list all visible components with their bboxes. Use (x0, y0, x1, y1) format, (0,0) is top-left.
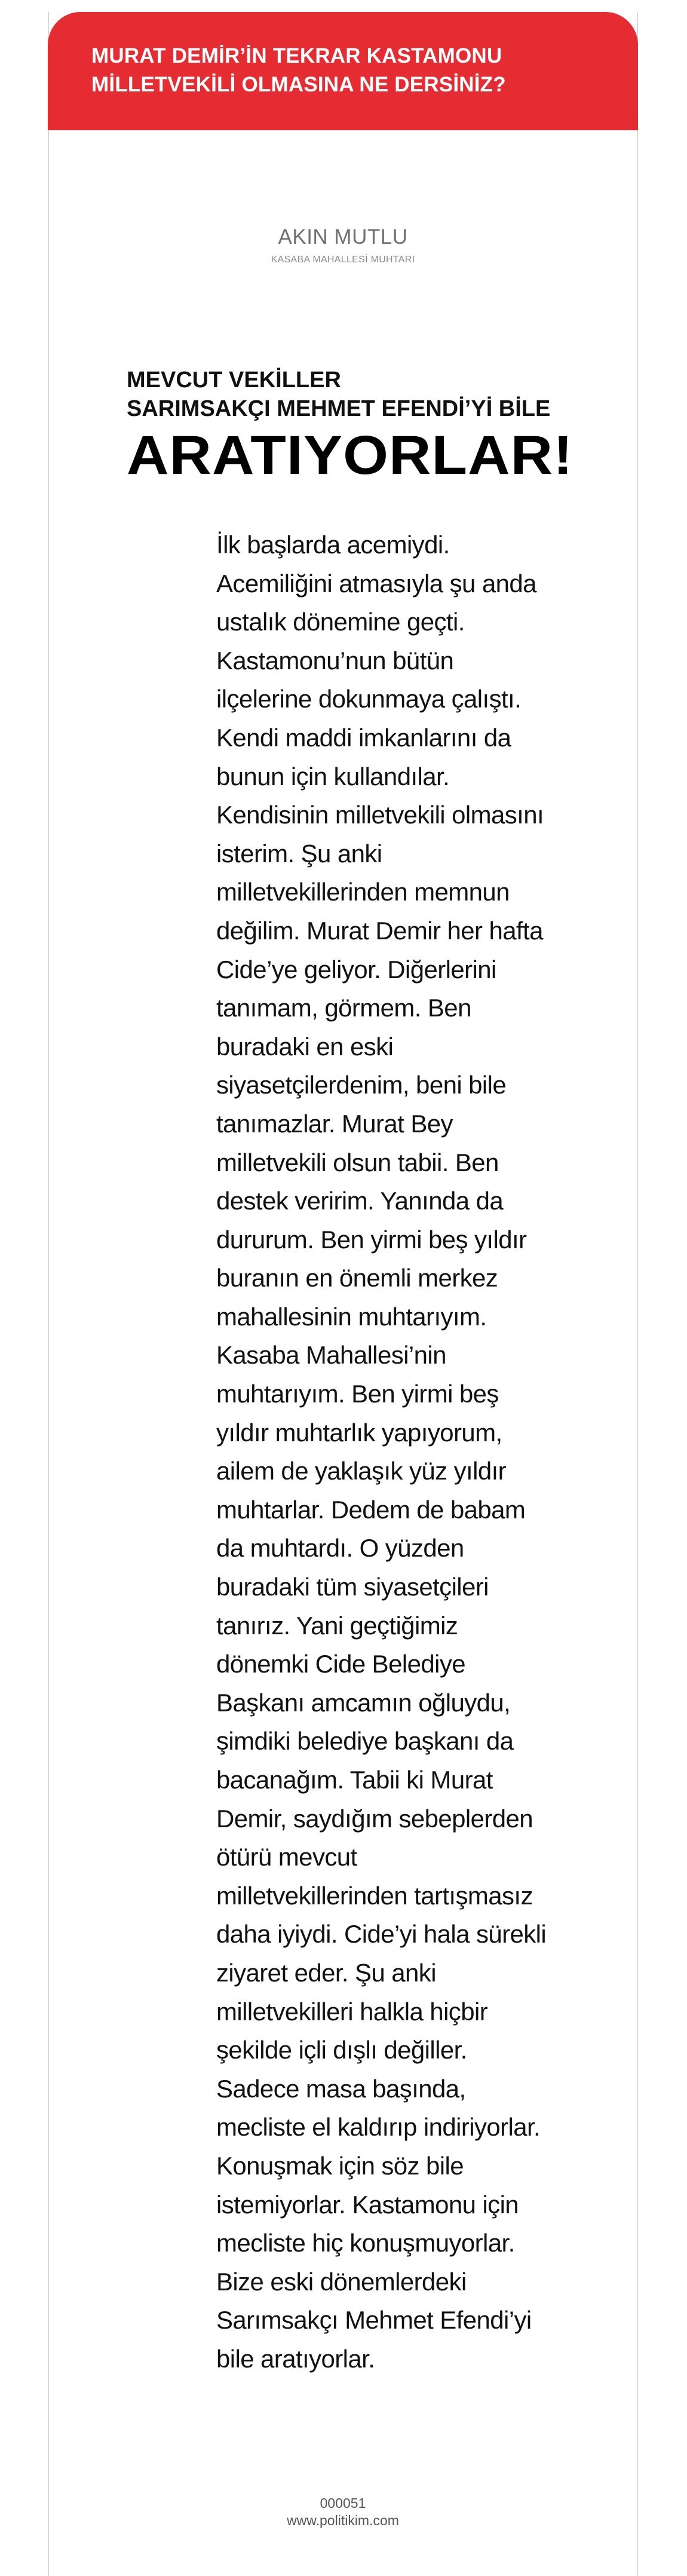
page-footer (48, 2495, 638, 2529)
headline (127, 366, 581, 485)
author-name: AKIN MUTLU (278, 225, 408, 249)
author-title: KASABA MAHALLESİ MUHTARI (271, 255, 415, 265)
headline-emphasis: ARATIYORLAR! (127, 425, 573, 486)
interview-body: İlk başlarda acemiydi. Acemiliğini atmasıyla şu anda ustalık dönemine geçti. Kastamonu’nun bütün ilçelerine dokunmaya çalıştı. Kendi maddi imkanlarını da bunun için kullandılar. Kendisinin milletvekili olmasını isterim. Şu anki milletvekillerinden memnun değilim. Murat Demir her hafta Cide’ye geliyor. Diğerlerini tanımam, görmem. Ben buradaki en eski siyasetçilerdenim, beni bile tanımazlar. Murat Bey milletvekili olsun tabii. Ben destek veririm. Yanında da dururum. Ben yirmi beş yıldır buranın en önemli merkez mahallesinin muhtarıyım. Kasaba Mahallesi’nin muhtarıyım. Ben yirmi beş yıldır muhtarlık yapıyorum, ailem de yaklaşık yüz yıldır muhtarlar. Dedem de babam da muhtardı. O yüzden buradaki tüm siyasetçileri tanırız. Yani geçtiğimiz dönemki Cide Belediye Başkanı amcamın oğluydu, şimdiki belediye başkanı da bacanağım. Tabii ki Murat Demir, saydığım sebeplerden ötürü mevcut milletvekillerinden tartışmasız daha iyiydi. Cide’yi hala sürekli ziyaret eder. Şu anki milletvekilleri halkla hiçbir şekilde içli dışlı değiller. Sadece masa başında, mecliste el kaldırıp indiriyorlar. Konuşmak için söz bile istemiyorlar. Kastamonu için mecliste hiç konuşmuyorlar. Bize eski dönemlerdeki Sarımsakçı Mehmet Efendi’yi bile aratıyorlar. (216, 531, 547, 2373)
banner-line-1: MURAT DEMİR’İN TEKRAR KASTAMONU (91, 44, 502, 68)
headline-line-1: MEVCUT VEKİLLER (127, 367, 341, 393)
author-block (48, 224, 638, 266)
page-code: 000051 (320, 2495, 366, 2511)
headline-line-2: SARIMSAKÇI MEHMET EFENDİ’Yİ BİLE (127, 396, 551, 421)
banner-line-2: MİLLETVEKİLİ OLMASINA NE DERSİNİZ? (91, 73, 506, 96)
question-banner (48, 12, 638, 130)
website-link[interactable]: www.politikim.com (287, 2513, 399, 2528)
